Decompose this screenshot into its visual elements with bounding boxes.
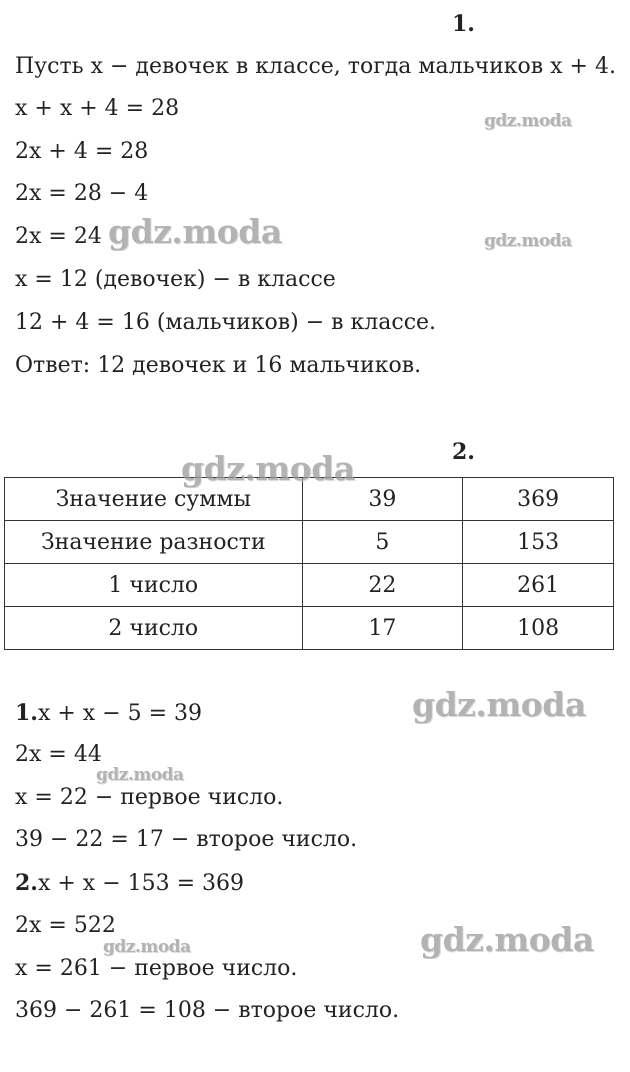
solution-2-line-1	[15, 869, 244, 898]
task-1-line-1: Пусть x − девочек в классе, тогда мальчиков x + 4.	[15, 54, 616, 79]
solution-2-line-2: 2x = 522	[15, 913, 116, 938]
table-cell: 108	[463, 607, 614, 650]
table-cell: Значение суммы	[5, 478, 303, 521]
task-1-line-7: 12 + 4 = 16 (мальчиков) − в классе.	[15, 310, 437, 335]
table-cell: 153	[463, 521, 614, 564]
task-1-line-4: 2x = 28 − 4	[15, 181, 149, 206]
table-row	[5, 564, 614, 607]
watermark: gdz.moda	[103, 937, 191, 957]
table-cell: 39	[302, 478, 463, 521]
solution-2-label: 2.	[15, 870, 38, 896]
table-row	[5, 607, 614, 650]
table-cell: 22	[302, 564, 463, 607]
task-1-heading: 1.	[452, 11, 475, 37]
solution-1-line-3: x = 22 − первое число.	[15, 785, 284, 810]
watermark: gdz.moda	[96, 765, 184, 785]
table-cell: 5	[302, 521, 463, 564]
solution-2-line-4: 369 − 261 = 108 − второе число.	[15, 998, 400, 1023]
watermark: gdz.moda	[181, 449, 355, 488]
task-1-line-5: 2x = 24	[15, 224, 102, 249]
sum-difference-table	[4, 477, 614, 650]
task-1-line-2: x + x + 4 = 28	[15, 96, 180, 121]
watermark: gdz.moda	[484, 111, 572, 131]
task-2-heading: 2.	[452, 439, 475, 465]
task-1-line-6: x = 12 (девочек) − в классе	[15, 267, 336, 292]
table-cell: 1 число	[5, 564, 303, 607]
watermark: gdz.moda	[484, 231, 572, 251]
solution-1-line-4: 39 − 22 = 17 − второе число.	[15, 827, 358, 852]
solution-1-line-2: 2x = 44	[15, 742, 102, 767]
task-1-answer: Ответ: 12 девочек и 16 мальчиков.	[15, 353, 422, 378]
solution-1-line-1	[15, 699, 202, 728]
solution-1-label: 1.	[15, 700, 38, 726]
table-cell: Значение разности	[5, 521, 303, 564]
table-cell: 17	[302, 607, 463, 650]
table-row	[5, 521, 614, 564]
solution-2-equation: x + x − 153 = 369	[37, 871, 245, 896]
task-1-line-3: 2x + 4 = 28	[15, 139, 149, 164]
table-cell: 261	[463, 564, 614, 607]
watermark: gdz.moda	[108, 212, 282, 251]
solution-2-line-3: x = 261 − первое число.	[15, 956, 298, 981]
table-cell: 369	[463, 478, 614, 521]
table-cell: 2 число	[5, 607, 303, 650]
solution-1-equation: x + x − 5 = 39	[37, 701, 203, 726]
watermark: gdz.moda	[420, 920, 594, 959]
watermark: gdz.moda	[412, 685, 586, 724]
